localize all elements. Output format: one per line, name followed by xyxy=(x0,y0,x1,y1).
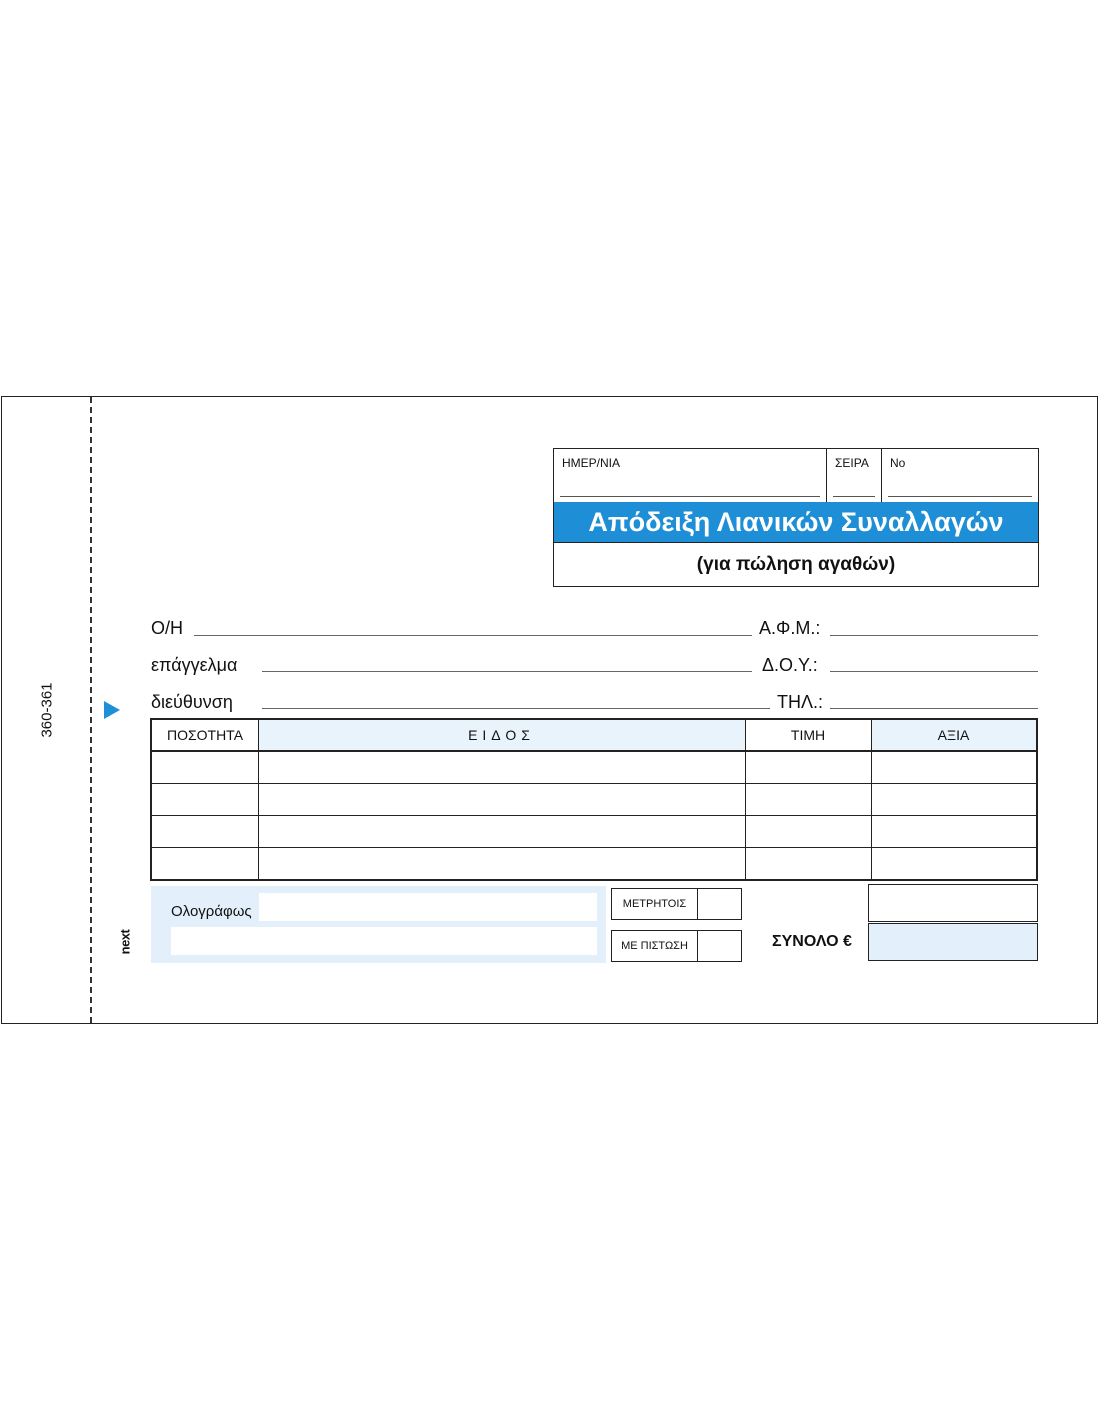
amount-in-words-field-2[interactable] xyxy=(171,927,597,955)
date-input-line xyxy=(560,496,820,497)
column-header-quantity: ΠΟΣΟΤΗΤΑ xyxy=(152,720,258,750)
amount-in-words-box xyxy=(151,886,606,963)
phone-label: ΤΗΛ.: xyxy=(777,692,824,712)
total-amount-box[interactable] xyxy=(868,923,1038,961)
table-header xyxy=(152,720,1036,752)
column-header-description: ΕΙΔΟΣ xyxy=(258,720,745,750)
header-fields-row xyxy=(554,449,1038,502)
number-input-line xyxy=(888,496,1032,497)
profession-field[interactable] xyxy=(262,671,752,672)
address-field[interactable] xyxy=(262,708,770,709)
table-cell[interactable] xyxy=(258,815,745,847)
phone-field[interactable] xyxy=(830,708,1038,709)
table-cell[interactable] xyxy=(258,847,745,879)
perforation-line xyxy=(90,397,92,1023)
table-cell[interactable] xyxy=(871,752,1036,783)
table-cell[interactable] xyxy=(152,783,258,815)
table-cell[interactable] xyxy=(745,815,871,847)
series-cell[interactable] xyxy=(827,449,882,502)
triangle-marker-icon xyxy=(104,701,120,719)
tax-office-field[interactable] xyxy=(830,671,1038,672)
table-cell[interactable] xyxy=(745,783,871,815)
receipt-form xyxy=(1,396,1098,1024)
column-header-price: ΤΙΜΗ xyxy=(745,720,871,750)
table-cell[interactable] xyxy=(745,847,871,879)
table-cell[interactable] xyxy=(258,783,745,815)
brand-logo: next xyxy=(117,929,133,955)
form-code: 360-361 xyxy=(38,682,56,738)
customer-field[interactable] xyxy=(194,635,752,636)
table-cell[interactable] xyxy=(871,815,1036,847)
date-cell[interactable] xyxy=(554,449,827,502)
table-cell[interactable] xyxy=(871,783,1036,815)
customer-label: Ο/Η xyxy=(151,618,184,638)
tax-office-label: Δ.Ο.Υ.: xyxy=(762,655,818,675)
date-label: ΗΜΕΡ/ΝΙΑ xyxy=(562,456,621,470)
credit-option[interactable] xyxy=(611,930,742,962)
series-input-line xyxy=(833,496,875,497)
items-table xyxy=(150,718,1038,881)
profession-label: επάγγελμα xyxy=(151,655,238,675)
column-header-value: ΑΞΙΑ xyxy=(871,720,1036,750)
amount-in-words-field[interactable] xyxy=(259,893,597,921)
total-label: ΣΥΝΟΛΟ € xyxy=(772,933,852,950)
subtotal-box[interactable] xyxy=(868,884,1038,922)
series-label: ΣΕΙΡΑ xyxy=(835,456,869,470)
receipt-title: Απόδειξη Λιανικών Συναλλαγών xyxy=(554,502,1038,542)
amount-in-words-label: Ολογράφως xyxy=(171,903,252,920)
receipt-subtitle: (για πώληση αγαθών) xyxy=(554,542,1038,586)
table-cell[interactable] xyxy=(871,847,1036,879)
table-cell[interactable] xyxy=(258,752,745,783)
table-cell[interactable] xyxy=(152,815,258,847)
receipt-header xyxy=(553,448,1039,587)
table-cell[interactable] xyxy=(152,847,258,879)
number-label: Νο xyxy=(890,456,906,470)
credit-label: ΜΕ ΠΙΣΤΩΣΗ xyxy=(612,931,698,961)
address-label: διεύθυνση xyxy=(151,692,233,712)
cash-label: ΜΕΤΡΗΤΟΙΣ xyxy=(612,889,698,919)
vat-label: Α.Φ.Μ.: xyxy=(759,618,821,638)
table-cell[interactable] xyxy=(152,752,258,783)
number-cell[interactable] xyxy=(882,449,1038,502)
table-cell[interactable] xyxy=(745,752,871,783)
vat-field[interactable] xyxy=(830,635,1038,636)
cash-option[interactable] xyxy=(611,888,742,920)
